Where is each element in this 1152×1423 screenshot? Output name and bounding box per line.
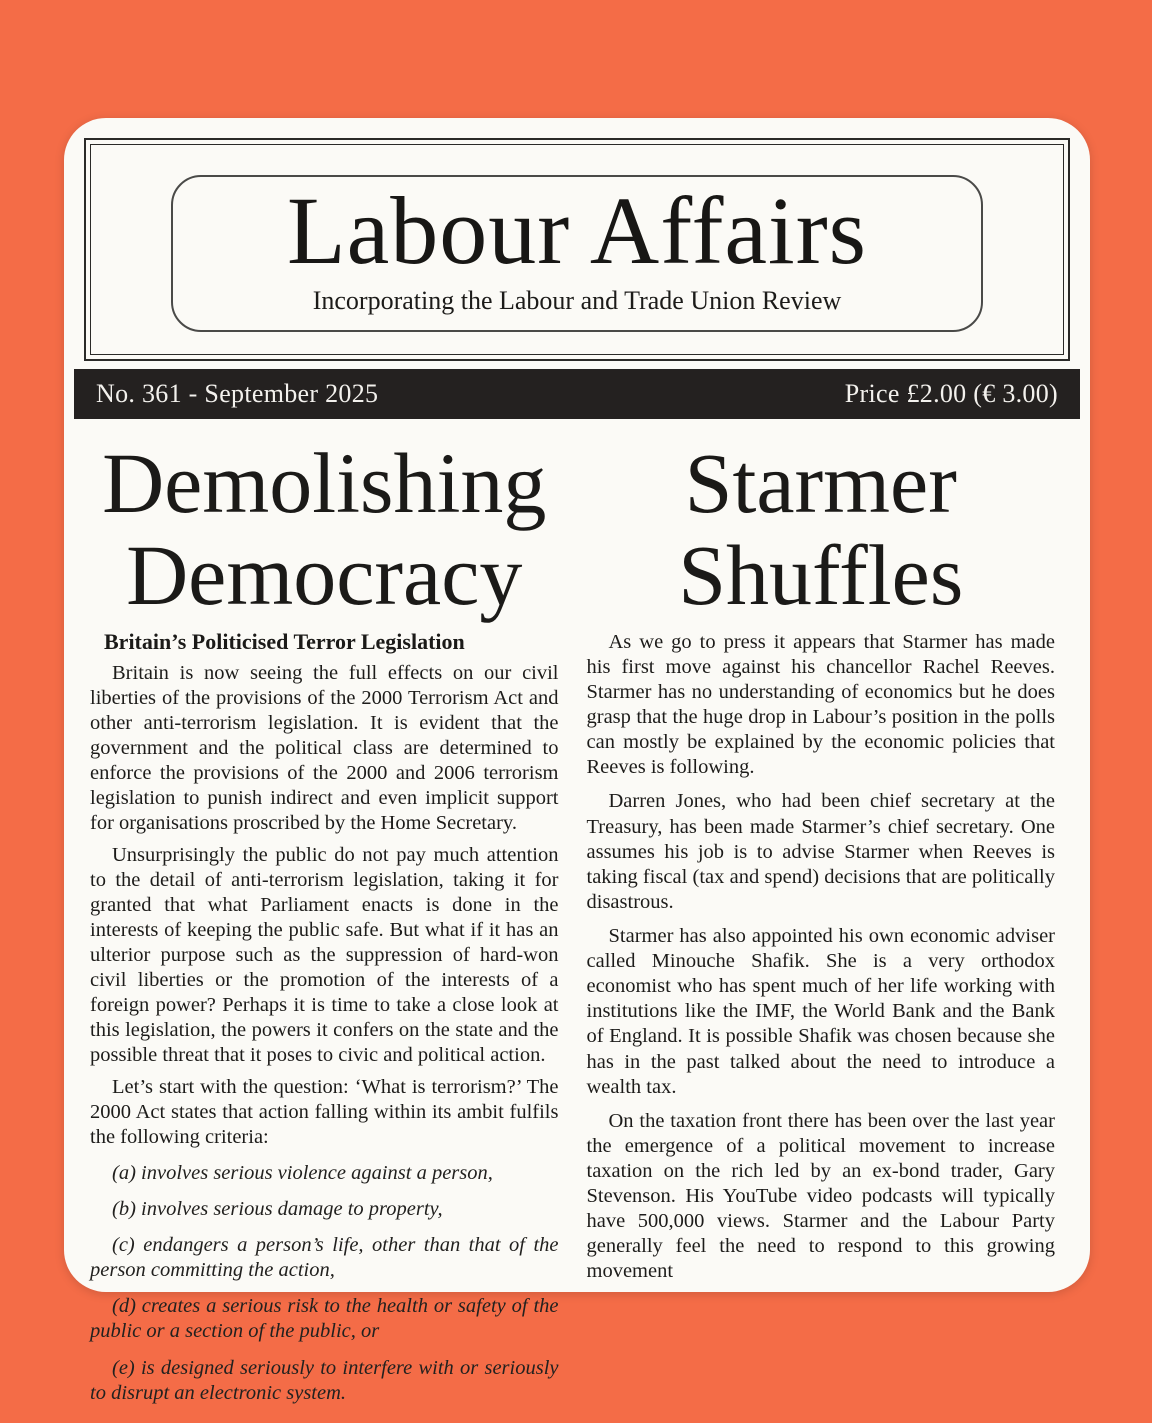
left-article-paragraph: Britain is now seeing the full effects on our civil liberties of the provisions of the 2000 Terrorism Act and other anti-terrorism legislation. It is evident that the government and the political class are determined to enforce the provisions of the 2000 and 2006 terrorism legislation to punish indirect and even implicit support for organisations proscribed by the Home Secretary. <box>90 661 559 835</box>
issue-price: Price £2.00 (€ 3.00) <box>844 378 1058 408</box>
right-article-headline: Starmer Shuffles <box>678 434 964 623</box>
terrorism-criterion-e: (e) is designed seriously to interfere with or seriously to disrupt an electronic system. <box>90 1356 559 1404</box>
publication-subtitle: Incorporating the Labour and Trade Union Review <box>312 285 842 315</box>
left-article-headline: Demolishing Democracy <box>102 434 547 623</box>
article-columns <box>64 419 1090 1406</box>
publication-title: Labour Affairs <box>286 177 868 284</box>
right-article-paragraph: Starmer has also appointed his own economic adviser called Minouche Shafik. She is a very orthodox economist who has spent much of her life working with institutions like the IMF, the World Bank and the Bank of England. It is possible Shafik was chosen because she has in the past talked about the need to introduce a wealth tax. <box>586 925 1055 1098</box>
right-article-paragraph: As we go to press it appears that Starmer has made his first move against his chancellor Rachel Reeves. Starmer has no understanding of economics but he does grasp that the huge drop in Labour’s position in the polls can mostly be explained by the economic policies that Reeves is following. <box>586 630 1055 779</box>
masthead-border-box <box>84 138 1070 361</box>
terrorism-criterion-b: (b) involves serious damage to property, <box>112 1198 443 1221</box>
right-article-paragraph: On the taxation front there has been over the last year the emergence of a political movement to increase taxation on the rich led by an ex-bond trader, Gary Stevenson. His YouTube video podcasts will typically have 500,000 views. Starmer and the Labour Party generally feel the need to respond to this growing movement <box>586 1109 1055 1283</box>
right-article-column <box>587 429 1056 1406</box>
issue-bar <box>74 369 1080 419</box>
terrorism-criterion-d: (d) creates a serious risk to the health or safety of the public or a section of the public, or <box>90 1295 559 1343</box>
terrorism-criterion-a: (a) involves serious violence against a person, <box>112 1161 493 1184</box>
left-article-paragraph: Let’s start with the question: ‘What is terrorism?’ The 2000 Act states that action falling within its ambit fulfils the following criteria: <box>90 1075 559 1148</box>
left-article-column <box>90 429 559 1406</box>
left-article-subhead: Britain’s Politicised Terror Legislation <box>104 628 465 654</box>
left-article-paragraph: Unsurprisingly the public do not pay much attention to the detail of anti-terrorism legislation, taking it for granted that what Parliament enacts is done in the interests of keeping the public safe. But what if it has an ulterior purpose such as the suppression of hard-won civil liberties or the promotion of the interests of a foreign power? Perhaps it is time to take a close look at this legislation, the powers it confers on the state and the possible threat that it poses to civic and political action. <box>90 843 559 1067</box>
right-article-paragraph: Darren Jones, who had been chief secretary at the Treasury, has been made Starmer’s chief secretary. One assumes his job is to advise Starmer when Reeves is taking fiscal (tax and spend) decisions that are politically disastrous. <box>586 790 1055 913</box>
issue-number: No. 361 - September 2025 <box>96 378 379 408</box>
masthead-title-box <box>171 175 983 332</box>
masthead-inner-border <box>90 144 1064 355</box>
newsletter-front-page <box>64 118 1090 1404</box>
terrorism-criterion-c: (c) endangers a person’s life, other than that of the person committing the action, <box>90 1234 559 1282</box>
